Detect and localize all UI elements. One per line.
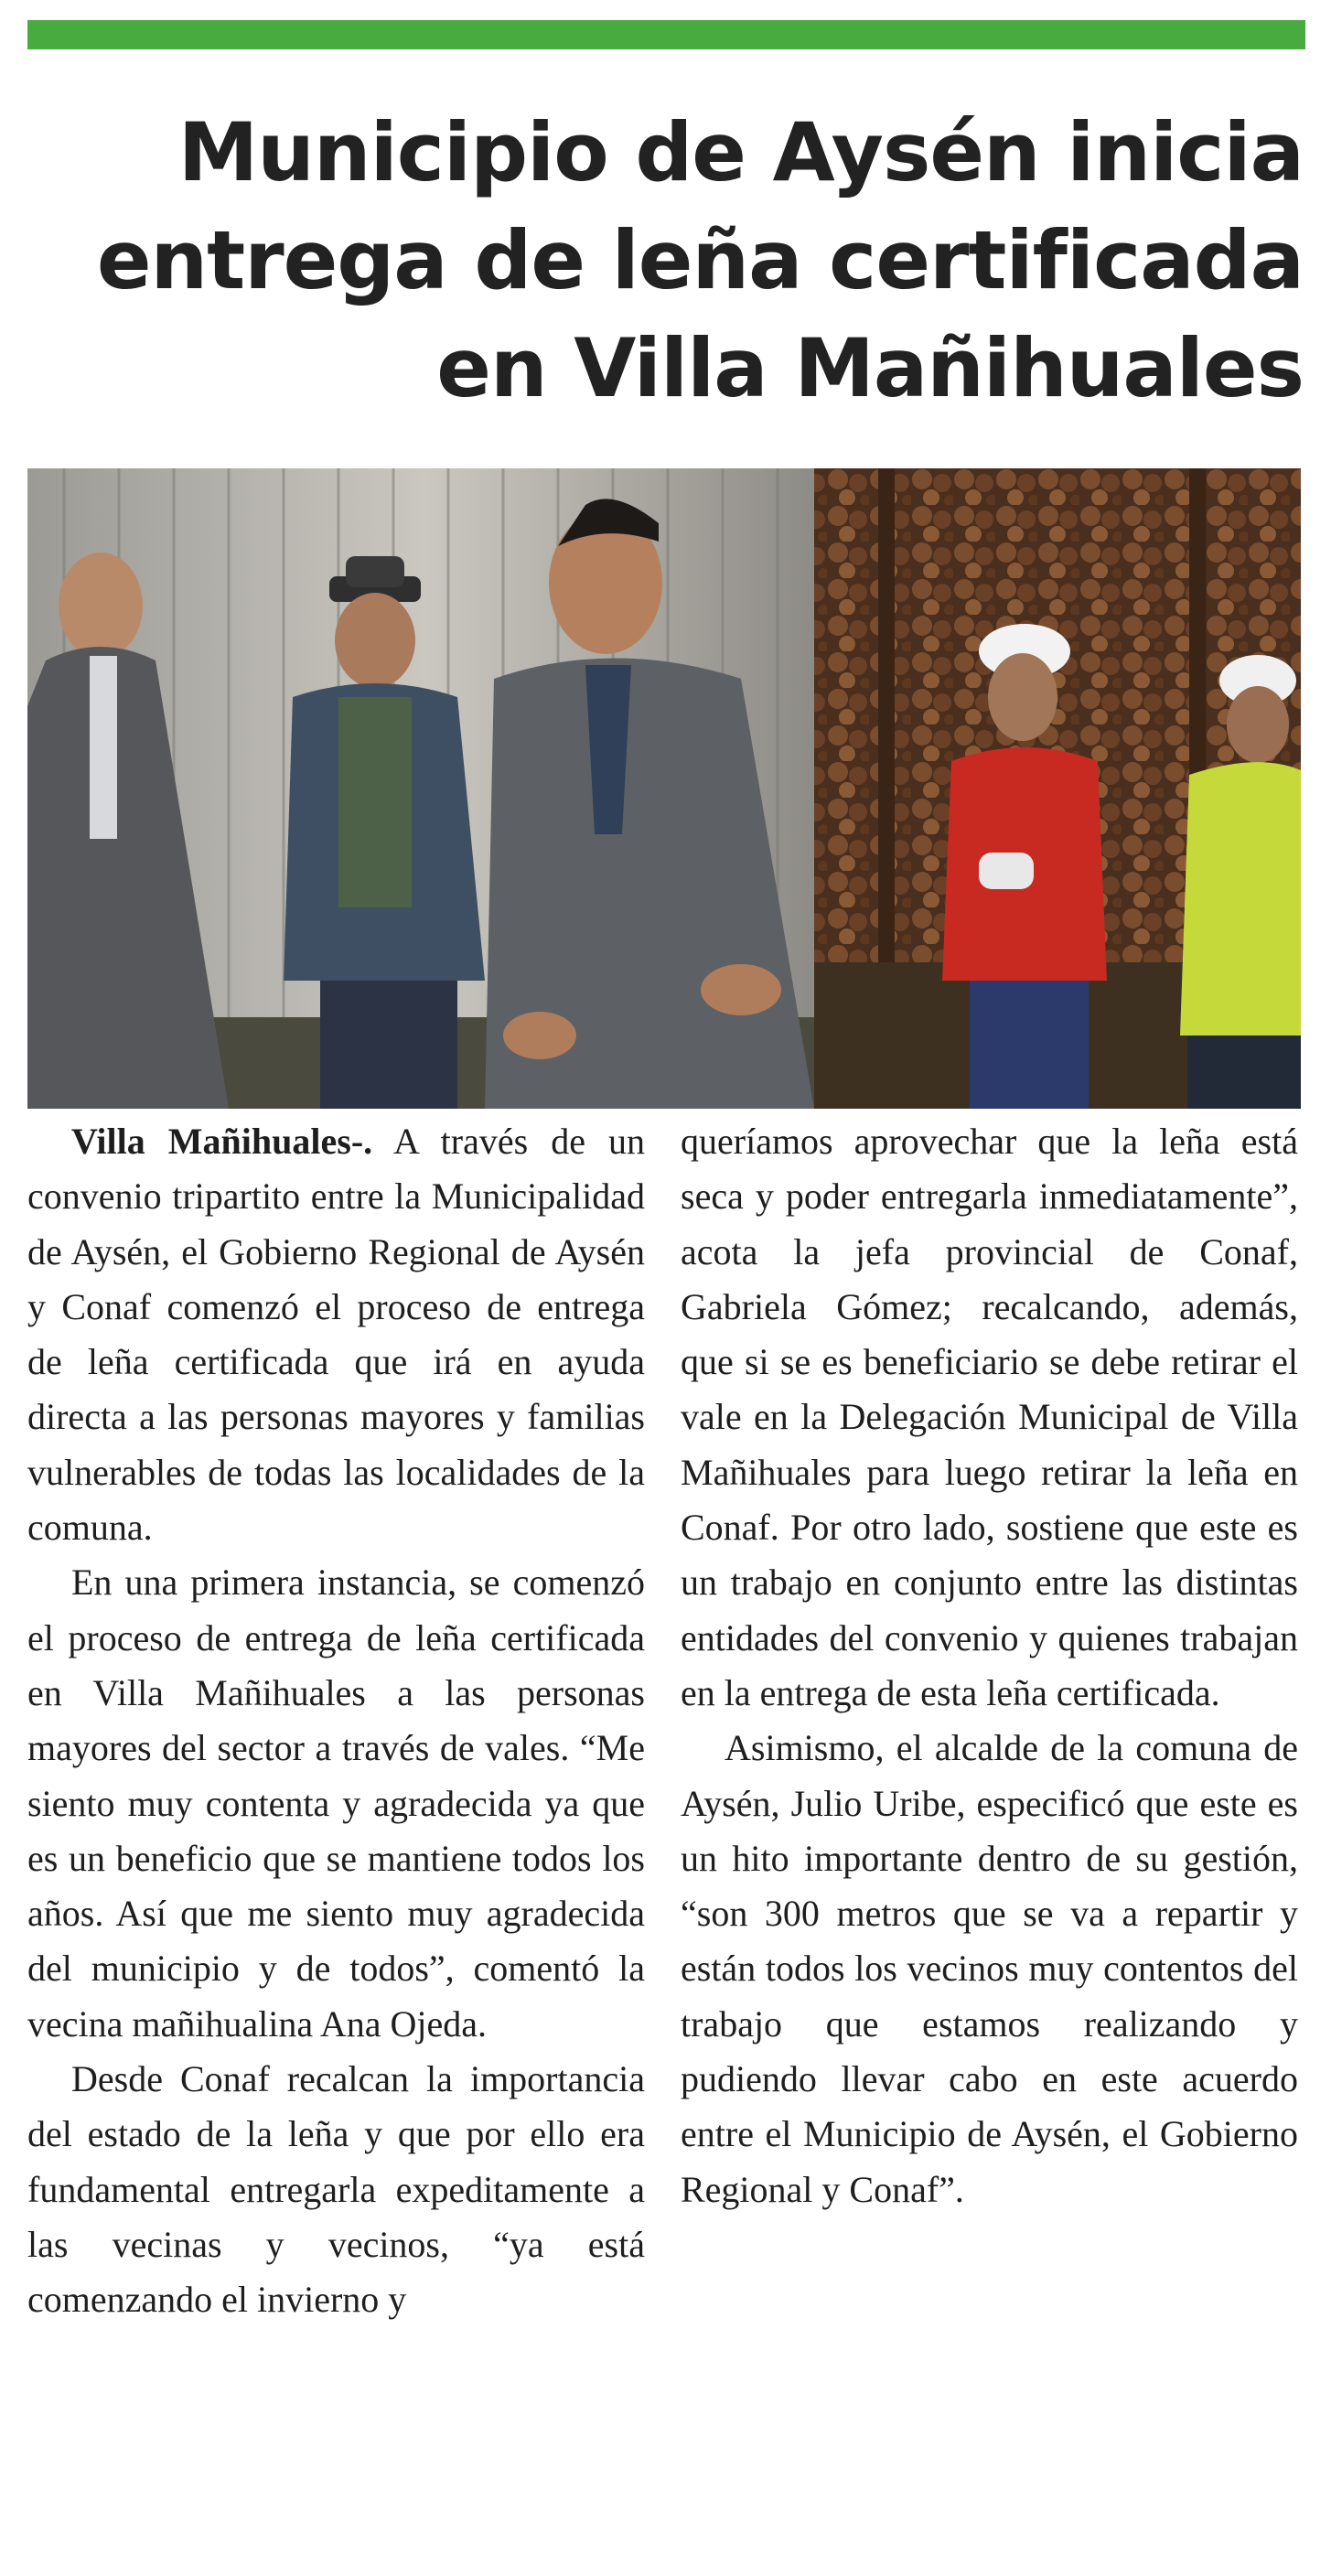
paragraph-1-text: A través de un convenio tripartito entre la Municipalidad de Aysén, el Gobierno Regional de Aysén y Conaf comenzó el proceso de entrega de leña certificada que irá en ayuda directa a las personas mayores y familias vulnerables de todas las localidades de la comuna. <box>27 1121 645 1549</box>
headline-line-2: entrega de leña certificada <box>96 213 1304 307</box>
paragraph-2 <box>27 1555 645 2052</box>
paragraph-4-text: queríamos aprovechar que la leña está seca y poder entregarla inmediatamente”, acota la jefa provincial de Conaf, Gabriela Gómez; recalcando, además, que si se es beneficiario se debe retirar el vale en la Delegación Municipal de Villa Mañihuales para luego retirar la leña en Conaf. Por otro lado, sostiene que este es un trabajo en conjunto entre las distintas entidades del convenio y quienes trabajan en la entrega de esta leña certificada. <box>681 1121 1298 1713</box>
paragraph-3-text: Desde Conaf recalcan la importancia del estado de la leña y que por ello era fundamental entregarla expeditamente a las vecinas y vecinos, “ya está comenzando el invierno y <box>27 2058 645 2321</box>
headline <box>27 99 1304 423</box>
column-left <box>27 1114 645 2328</box>
paragraph-3 <box>27 2052 645 2327</box>
headline-line-3: en Villa Mañihuales <box>436 321 1304 415</box>
paragraph-1 <box>27 1114 645 1555</box>
photo-illustration <box>27 468 1301 1109</box>
top-accent-bar <box>27 20 1305 49</box>
paragraph-5-text: Asimismo, el alcalde de la comuna de Aysén, Julio Uribe, especificó que este es un hito importante dentro de su gestión, “son 300 metros que se va a repartir y están todos los vecinos muy contentos del trabajo que estamos realizando y pudiendo llevar cabo en este acuerdo entre el Municipio de Aysén, el Gobierno Regional y Conaf”. <box>681 1727 1298 2210</box>
dateline: Villa Mañihuales-. <box>71 1121 373 1162</box>
headline-line-1: Municipio de Aysén inicia <box>177 105 1304 199</box>
paragraph-5 <box>681 1721 1298 2217</box>
article-photo <box>27 468 1301 1109</box>
paragraph-4 <box>681 1114 1298 1721</box>
column-right <box>681 1114 1298 2217</box>
paragraph-2-text: En una primera instancia, se comenzó el proceso de entrega de leña certificada en Villa Mañihuales a las personas mayores del sector a través de vales. “Me siento muy contenta y agradecida ya que es un beneficio que se mantiene todos los años. Así que me siento muy agradecida del municipio y de todos”, comentó la vecina mañihualina Ana Ojeda. <box>27 1562 645 2045</box>
